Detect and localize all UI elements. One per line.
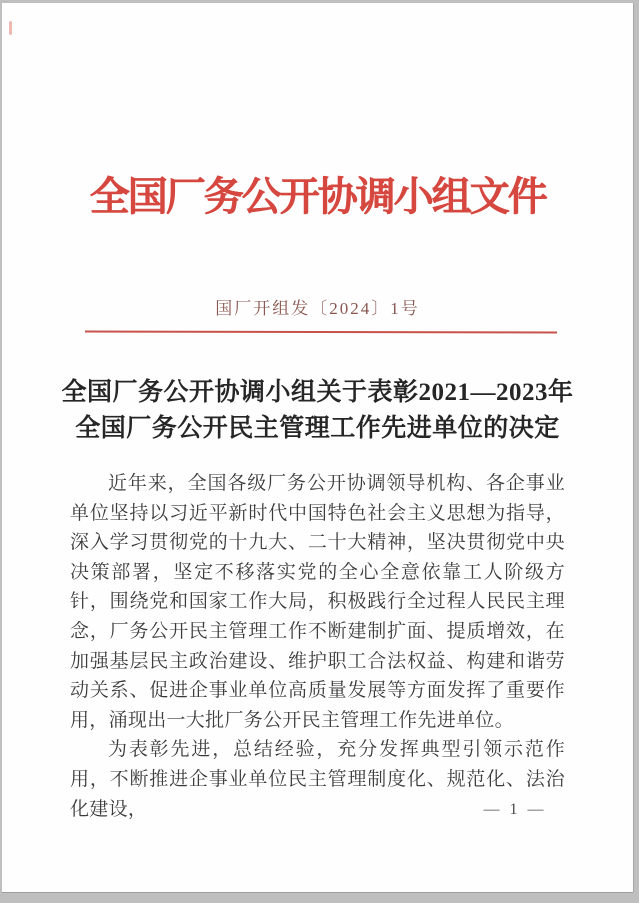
document-title-line2: 全国厂务公开民主管理工作先进单位的决定 bbox=[75, 415, 560, 442]
body-paragraph-2: 为表彰先进，总结经验，充分发挥典型引领示范作用，不断推进企事业单位民主管理制度化、规范化、法治化建设， bbox=[70, 739, 565, 820]
masthead-title: 全国厂务公开协调小组文件 bbox=[89, 174, 546, 219]
red-divider-rule bbox=[85, 331, 557, 334]
document-title-line1: 全国厂务公开协调小组关于表彰2021—2023年 bbox=[61, 379, 574, 406]
document-page bbox=[2, 3, 633, 892]
scan-artifact-mark bbox=[9, 21, 12, 35]
document-number: 国厂开组发〔2024〕1号 bbox=[215, 299, 420, 318]
body-paragraph-1: 近年来，全国各级厂务公开协调领导机构、各企事业单位坚持以习近平新时代中国特色社会主义思想为指导，深入学习贯彻党的十九大、二十大精神，坚决贯彻党中央决策部署，坚定不移落实党的全心全意依靠工人阶级方针，围绕党和国家工作大局，积极践行全过程人民民主理念，厂务公开民主管理工作不断建制扩面、提质增效，在加强基层民主政治建设、维护职工合法权益、构建和谐劳动关系、促进企事业单位高质量发展等方面发挥了重要作用，涌现出一大批厂务公开民主管理工作先进单位。 bbox=[70, 473, 565, 731]
page-number: — 1 — bbox=[483, 801, 547, 818]
document-title bbox=[2, 375, 633, 447]
document-body bbox=[70, 469, 565, 824]
